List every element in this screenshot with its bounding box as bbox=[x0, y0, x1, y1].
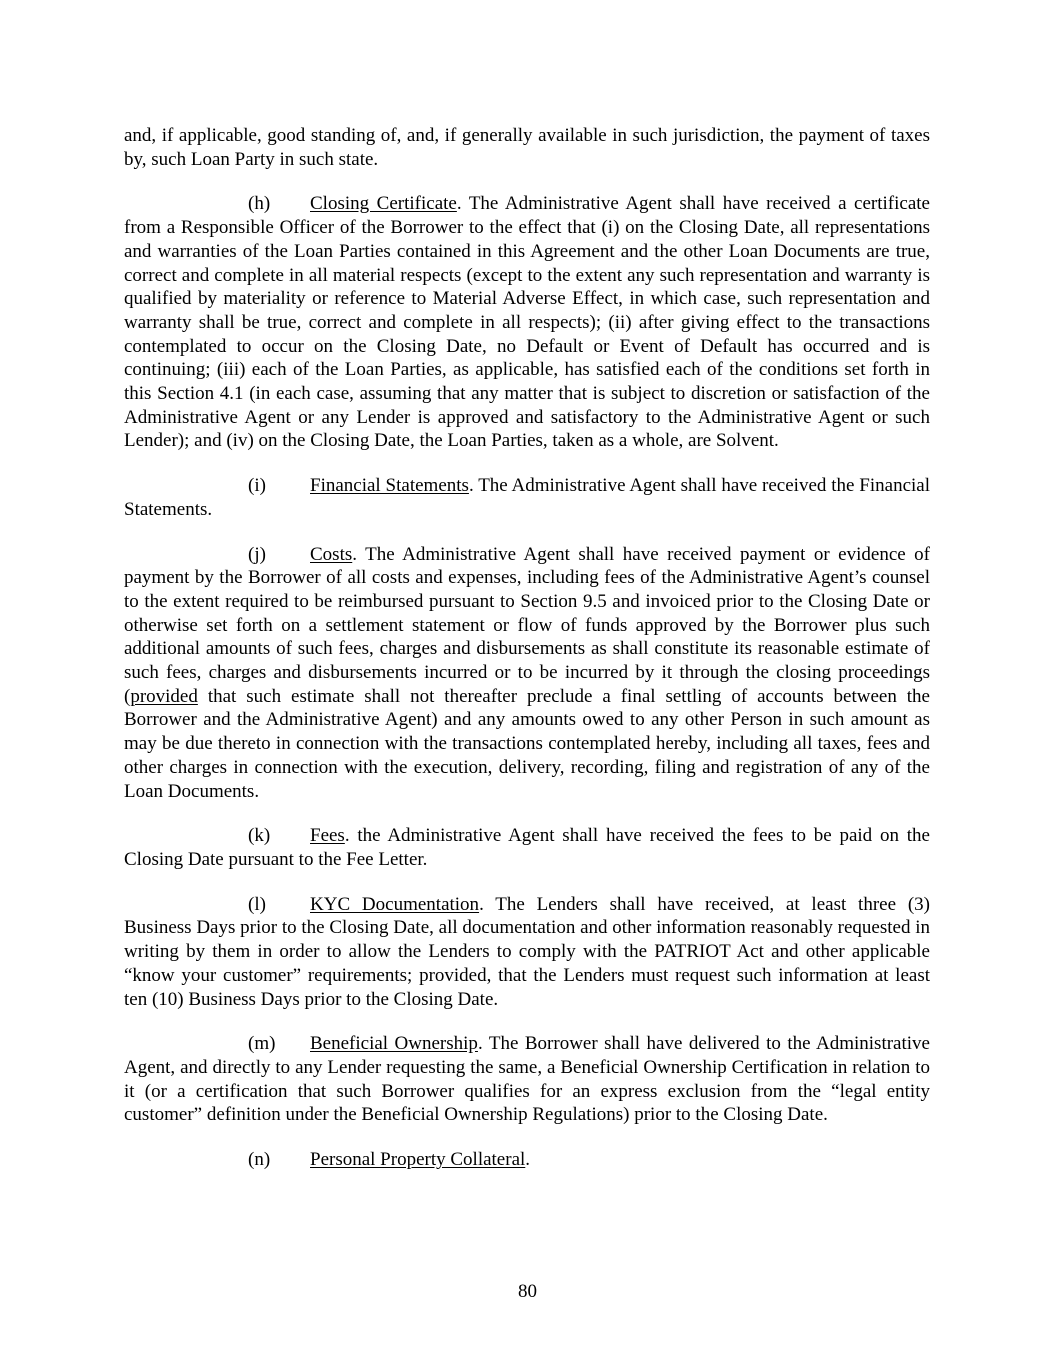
section-heading: Beneficial Ownership bbox=[310, 1033, 478, 1055]
section-number: (k) bbox=[248, 825, 271, 847]
section-heading: Fees bbox=[310, 825, 345, 847]
section-k bbox=[124, 824, 930, 871]
continuation-paragraph: and, if applicable, good standing of, and, if generally available in such jurisdiction, the payment of taxes by, such Loan Party in such state. bbox=[124, 125, 930, 170]
section-i bbox=[124, 474, 930, 521]
section-heading: Personal Property Collateral bbox=[310, 1149, 526, 1171]
section-heading: Costs bbox=[310, 543, 353, 565]
section-body: . The Administrative Agent shall have received the Financial Statements. bbox=[124, 475, 930, 520]
section-j bbox=[124, 543, 930, 804]
section-l bbox=[124, 893, 930, 1012]
section-n bbox=[124, 1148, 930, 1172]
provided-term: provided bbox=[130, 685, 198, 707]
section-body-continued: that such estimate shall not thereafter preclude a final settling of accounts between the Borrower and the Administrative Agent) and any amounts owed to any other Person in such amount as may be due thereto in connection with the transactions contemplated hereby, including all taxes, fees and other charges in connection with the execution, delivery, recording, filing and registration of any of the Loan Documents. bbox=[124, 685, 930, 802]
section-body: . The Administrative Agent shall have received a certificate from a Responsible Officer of the Borrower to the effect that (i) on the Closing Date, all representations and warranties of the Loan Parties contained in this Agreement and the other Loan Documents are true, correct and complete in all material respects (except to the extent any such representation and warranty is qualified by materiality or reference to Material Adverse Effect, in which case, such representation and warranty shall be true, correct and complete in all respects); (ii) after giving effect to the transactions contemplated to occur on the Closing Date, no Default or Event of Default has occurred and is continuing; (iii) each of the Loan Parties, as applicable, has satisfied each of the conditions set forth in this Section 4.1 (in each case, assuming that any matter that is subject to discretion or satisfaction of the Administrative Agent or any Lender is approved and satisfactory to the Administrative Agent or such Lender); and (iv) on the Closing Date, the Loan Parties, taken as a whole, are Solvent. bbox=[124, 193, 930, 452]
section-number: (n) bbox=[248, 1149, 271, 1171]
section-number: (l) bbox=[248, 893, 266, 915]
section-h bbox=[124, 192, 930, 453]
page-number: 80 bbox=[518, 1281, 537, 1302]
section-number: (m) bbox=[248, 1033, 276, 1055]
section-body: . the Administrative Agent shall have received the fees to be paid on the Closing Date pursuant to the Fee Letter. bbox=[124, 825, 930, 870]
section-number: (h) bbox=[248, 193, 271, 215]
section-body: . The Administrative Agent shall have received payment or evidence of payment by the Borrower of all costs and expenses, including fees of the Administrative Agent’s counsel to the extent required to be reimbursed pursuant to Section 9.5 and invoiced prior to the Closing Date or otherwise set forth on a settlement statement or flow of funds approved by the Borrower plus such additional amounts of such fees, charges and disbursements as shall constitute its reasonable estimate of such fees, charges and disbursements incurred or to be incurred by it through the closing proceedings ( bbox=[124, 543, 930, 707]
section-body: . The Lenders shall have received, at least three (3) Business Days prior to the Closing Date, all documentation and other information reasonably requested in writing by them in order to allow the Lenders to comply with the PATRIOT Act and other applicable “know your customer” requirements; provided, that the Lenders must request such information at least ten (10) Business Days prior to the Closing Date. bbox=[124, 893, 930, 1010]
section-heading: KYC Documentation bbox=[310, 893, 480, 915]
section-number: (j) bbox=[248, 543, 266, 565]
document-page bbox=[124, 124, 930, 1193]
section-heading: Financial Statements bbox=[310, 475, 469, 497]
section-m bbox=[124, 1032, 930, 1127]
section-number: (i) bbox=[248, 475, 266, 497]
section-heading: Closing Certificate bbox=[310, 193, 457, 215]
section-body: . The Borrower shall have delivered to the Administrative Agent, and directly to any Lender requesting the same, a Beneficial Ownership Certification in relation to it (or a certification that such Borrower qualifies for an express exclusion from the “legal entity customer” definition under the Beneficial Ownership Regulations) prior to the Closing Date. bbox=[124, 1033, 930, 1126]
section-body: . bbox=[525, 1149, 531, 1171]
